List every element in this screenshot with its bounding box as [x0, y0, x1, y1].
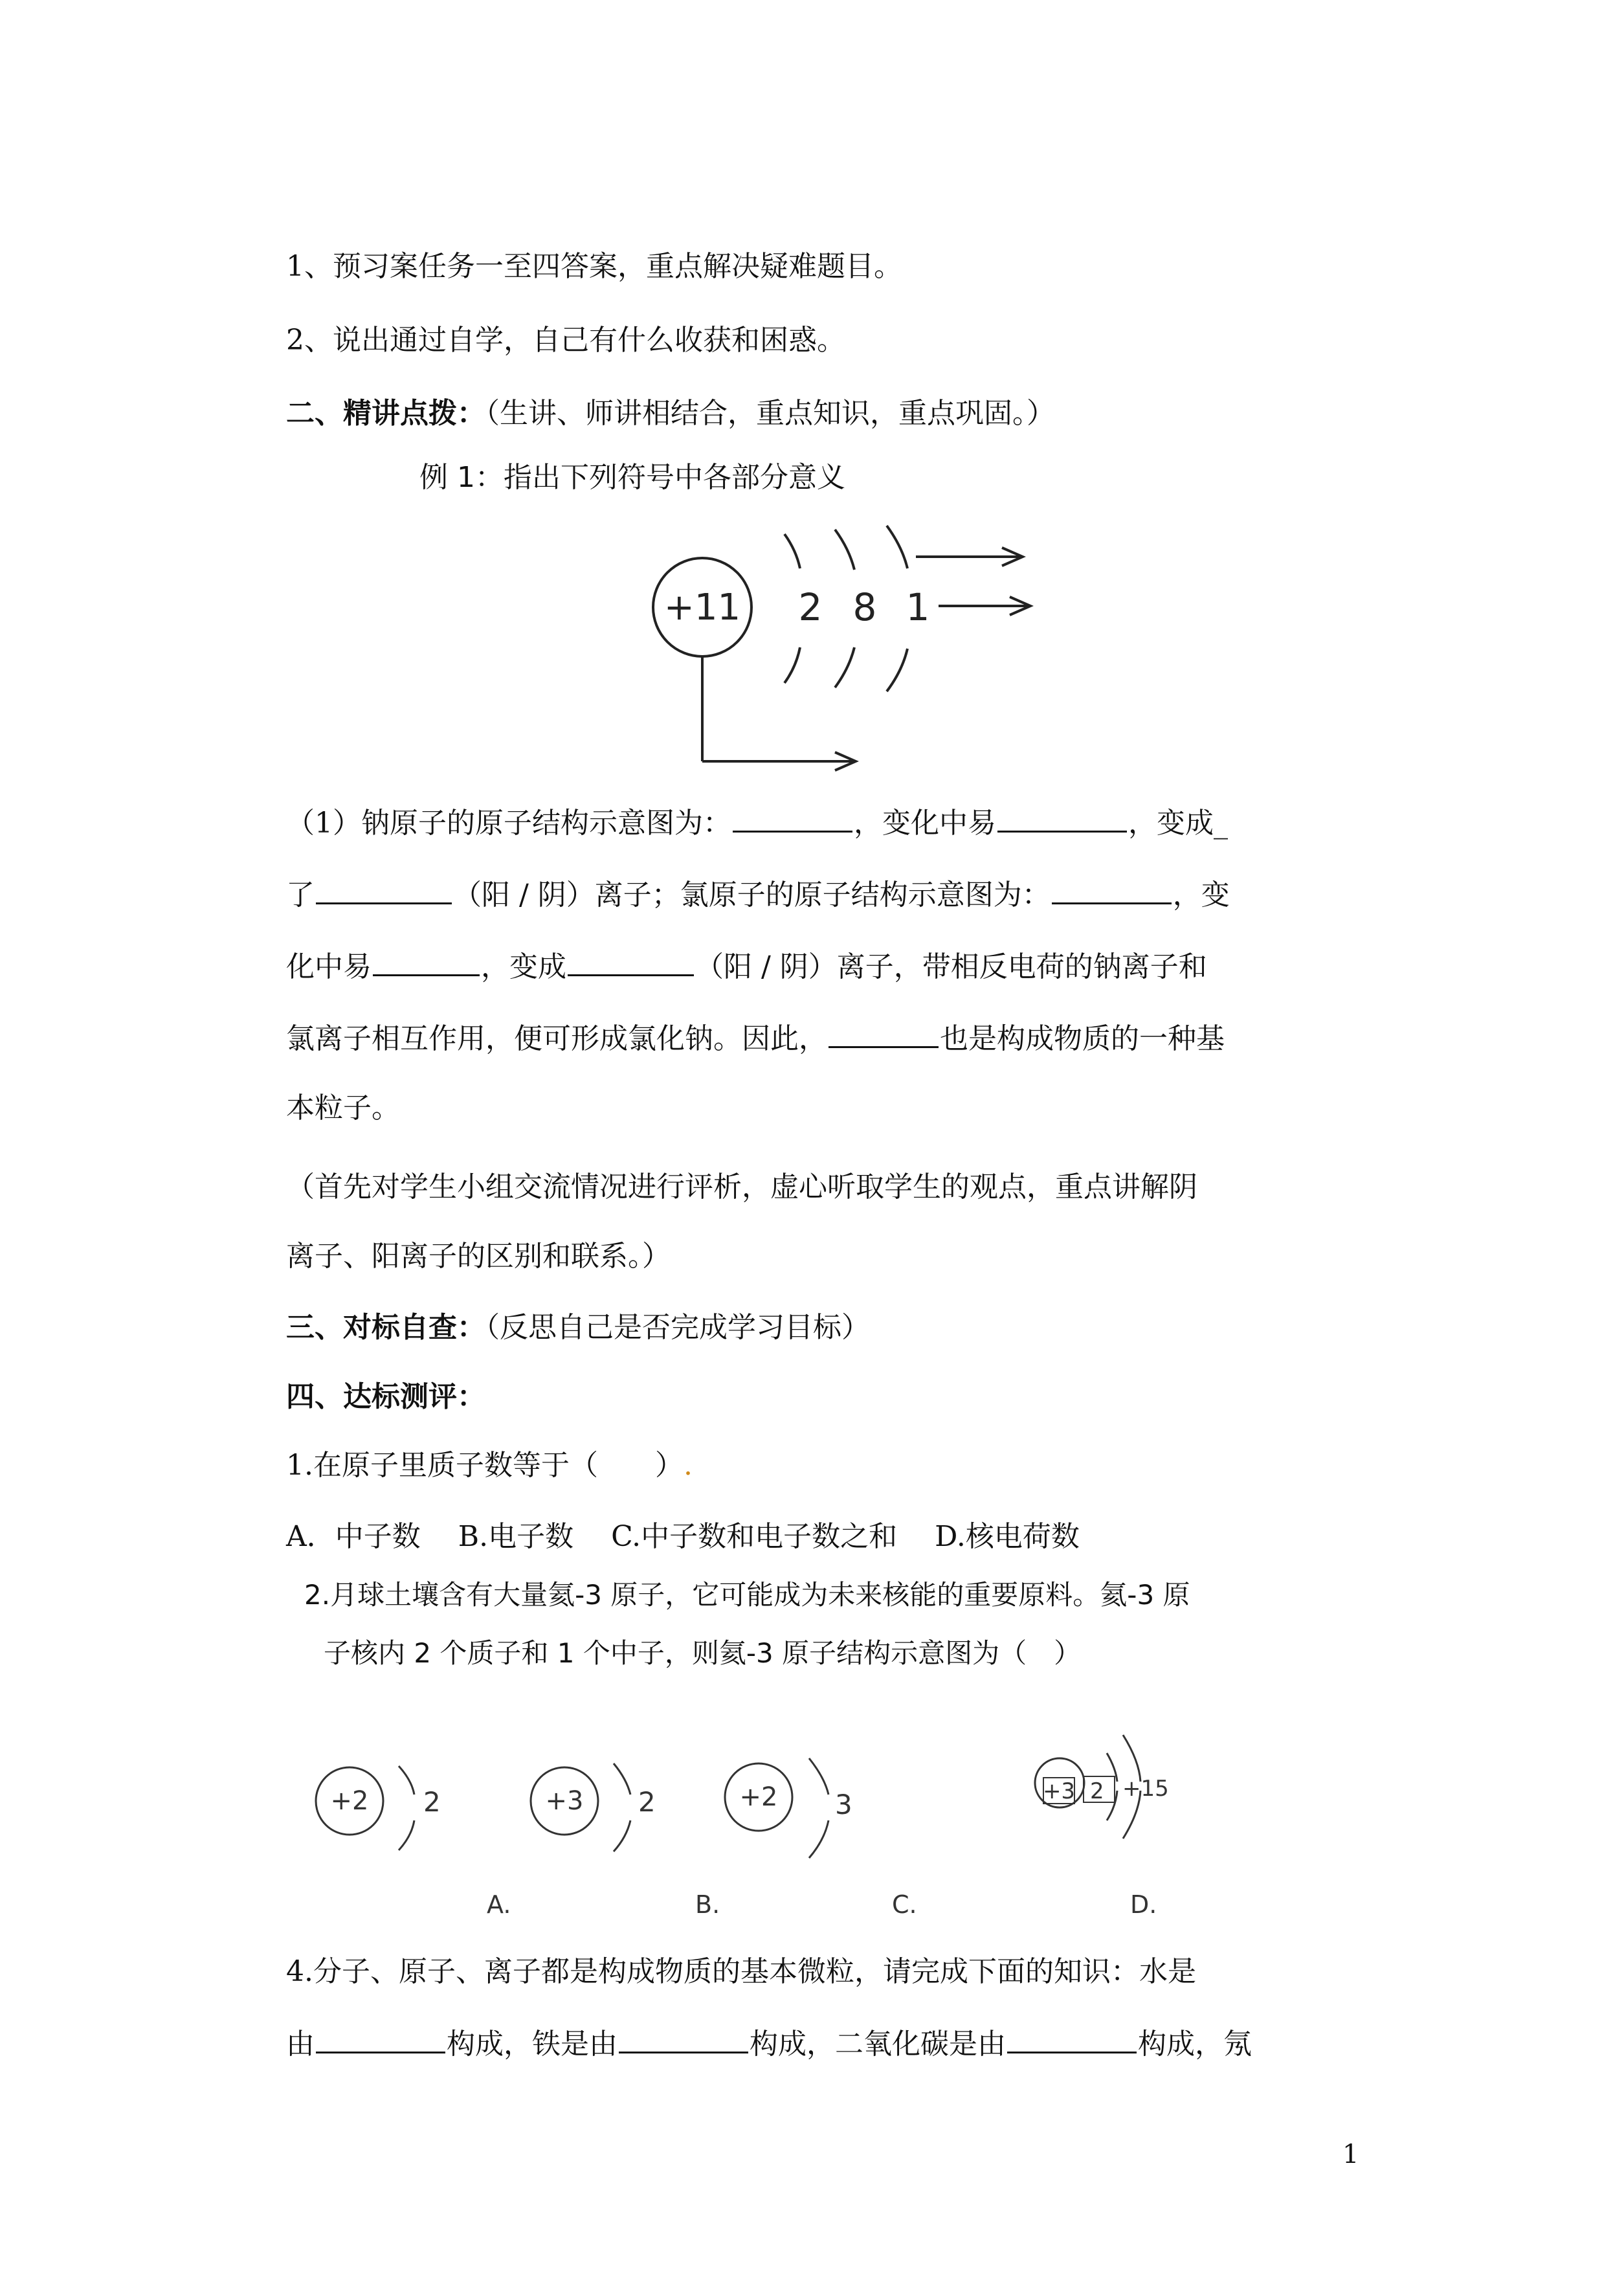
fill-line-1 [286, 809, 1228, 838]
option-c-nucleus: +2 [739, 1782, 778, 1812]
fill-text: 氯离子相互作用，便可形成氯化钠。因此， [286, 1022, 827, 1055]
q1-options[interactable]: A．中子数 B.电子数 C.中子数和电子数之和 D.核电荷数 [286, 1520, 1080, 1553]
q4-line-1: 4.分子、原子、离子都是构成物质的基本微粒，请完成下面的知识：水是 [286, 1955, 1196, 1988]
q2-line-1: 2.月球土壤含有大量氦-3 原子，它可能成为未来核能的重要原料。氦-3 原 [304, 1579, 1190, 1611]
option-a-shell: 2 [423, 1786, 441, 1818]
q4-text: 构成，铁是由 [447, 2028, 617, 2061]
shell-electrons-2: 8 [852, 585, 877, 629]
answer-blank[interactable] [316, 2030, 445, 2053]
q2-line-2: 子核内 2 个质子和 1 个中子，则氦-3 原子结构示意图为（ ） [324, 1637, 1082, 1669]
q4-text: 构成，二氧化碳是由 [750, 2028, 1006, 2061]
fill-text: ，变成 [481, 950, 566, 983]
answer-blank[interactable] [1052, 880, 1172, 904]
option-d-nucleus: +3 [1042, 1778, 1076, 1804]
shell-electrons-1: 2 [798, 585, 823, 629]
nucleus-charge: +11 [663, 587, 741, 629]
fill-text: ，变 [1172, 878, 1230, 912]
fill-text: （阳 / 阴）离子，带相反电荷的钠离子和 [695, 950, 1207, 983]
example1-title: 例 1：指出下列符号中各部分意义 [419, 461, 845, 494]
fill-line-5: 本粒子。 [286, 1091, 400, 1124]
answer-blank[interactable] [619, 2030, 748, 2053]
fill-text: （1）钠原子的原子结构示意图为： [286, 807, 731, 840]
q4-text: 构成，氖 [1138, 2028, 1252, 2061]
option-d-shell: 2 [1090, 1778, 1104, 1804]
q4-text: 由 [286, 2028, 315, 2061]
section3-note: （反思自己是否完成学习目标） [485, 1311, 870, 1344]
fill-line-4 [286, 1024, 1225, 1053]
teacher-note-line-2: 离子、阳离子的区别和联系。） [286, 1240, 671, 1273]
answer-blank[interactable] [1007, 2030, 1137, 2053]
section2-note: （生讲、师讲相结合，重点知识，重点巩固。） [485, 397, 1055, 430]
arrows [702, 548, 1030, 770]
sodium-atom-figure [414, 453, 1100, 790]
answer-blank[interactable] [829, 1024, 939, 1048]
fill-text: ，变化中易 [854, 807, 996, 840]
answer-blank[interactable] [373, 952, 480, 976]
option-c-shell: 3 [835, 1789, 852, 1820]
review-line-2: 2、说出通过自学，自己有什么收获和困惑。 [286, 324, 845, 357]
teacher-note-line-1: （首先对学生小组交流情况进行评析，虚心听取学生的观点，重点讲解阴 [286, 1170, 1197, 1203]
q1-stem: 1.在原子里质子数等于（ ） [286, 1449, 684, 1482]
section2-heading: 二、精讲点拨： [286, 397, 485, 430]
option-d-label[interactable]: D. [1130, 1890, 1157, 1919]
option-a-label[interactable]: A. [487, 1890, 511, 1919]
section2-line [286, 399, 1055, 428]
option-a-nucleus: +2 [330, 1786, 369, 1816]
section4-heading: 四、达标测评： [286, 1380, 485, 1413]
fill-line-2 [286, 880, 1230, 910]
fill-text: 化中易 [286, 950, 372, 983]
option-b-nucleus: +3 [545, 1786, 584, 1816]
fill-text: 了 [286, 878, 315, 912]
answer-blank[interactable] [316, 880, 452, 904]
q2-options-figure [285, 1709, 1256, 1929]
answer-blank[interactable] [568, 952, 694, 976]
section3-line [286, 1311, 870, 1344]
page-number: 1 [1342, 2140, 1359, 2169]
option-d-extra: +15 [1122, 1776, 1169, 1802]
q4-line-2 [286, 2030, 1252, 2059]
answer-blank[interactable] [733, 809, 852, 833]
option-b-label[interactable]: B. [695, 1890, 720, 1919]
q1-stem-line [286, 1451, 693, 1480]
option-c-label[interactable]: C. [892, 1890, 917, 1919]
fill-text: 也是构成物质的一种基 [940, 1022, 1225, 1055]
option-b-shell: 2 [638, 1786, 656, 1818]
review-line-1: 1、预习案任务一至四答案，重点解决疑难题目。 [286, 250, 902, 283]
section3-heading: 三、对标自查： [286, 1311, 485, 1344]
q1-dot: . [683, 1449, 693, 1482]
fill-text: （阳 / 阴）离子；氯原子的原子结构示意图为： [453, 878, 1051, 912]
fill-line-3 [286, 952, 1207, 981]
fill-text: ，变成_ [1128, 807, 1228, 840]
answer-blank[interactable] [997, 809, 1127, 833]
shell-electrons-3: 1 [906, 585, 930, 629]
